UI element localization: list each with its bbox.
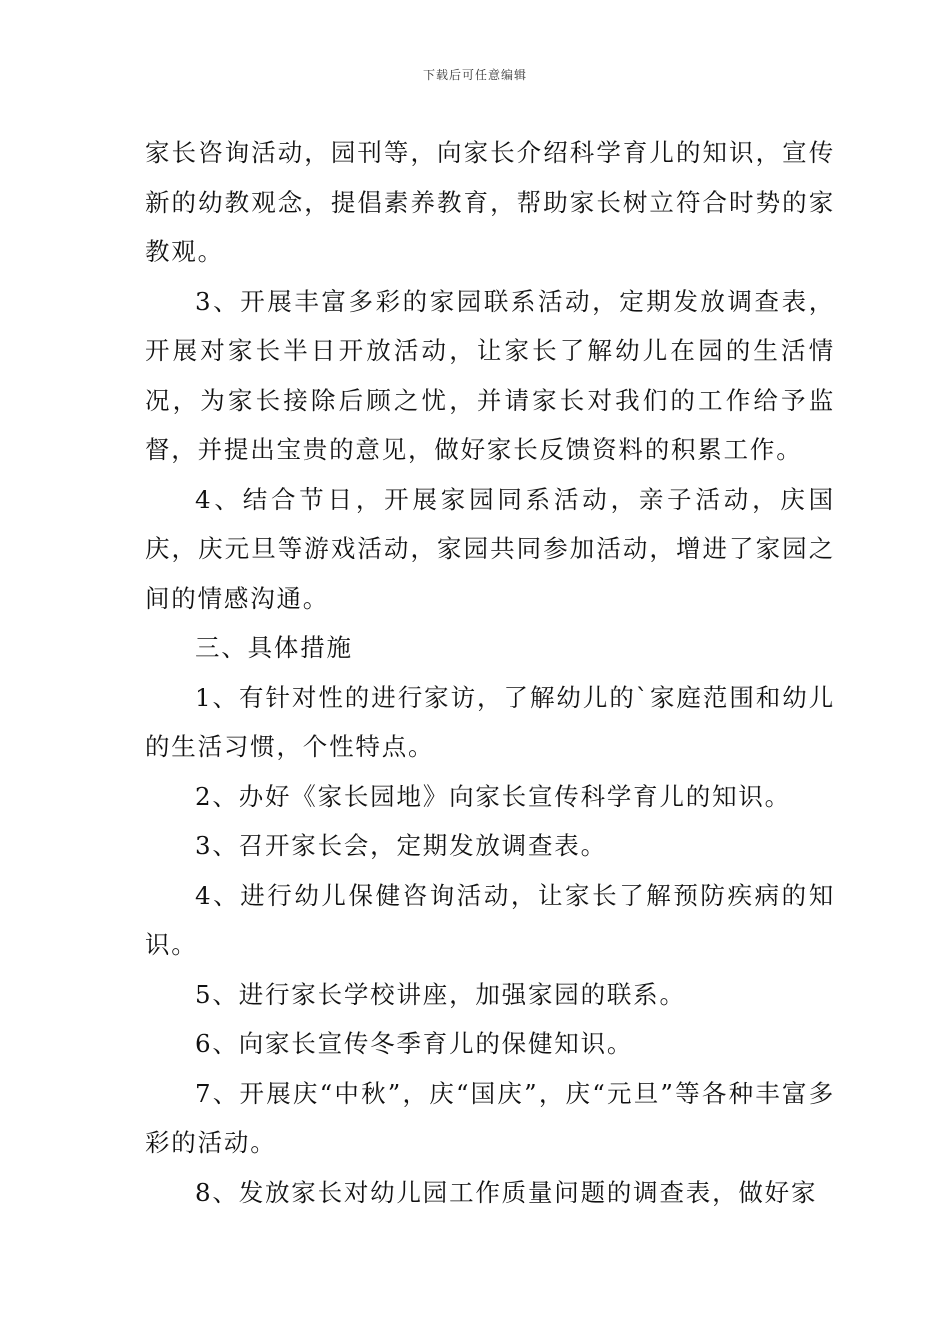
paragraph-item-3: 3、开展丰富多彩的家园联系活动，定期发放调查表，开展对家长半日开放活动，让家长了解幼儿在园的生活情况，为家长接除后顾之忧，并请家长对我们的工作给予监督，并提出宝贵的意见，做好家长反馈资料的积累工作。 xyxy=(145,286,835,464)
measure-item-8: 8、发放家长对幼儿园工作质量问题的调查表，做好家 xyxy=(195,1177,818,1207)
measure-item-5: 5、进行家长学校讲座，加强家园的联系。 xyxy=(195,979,686,1009)
measure-item-4: 4、进行幼儿保健咨询活动，让家长了解预防疾病的知识。 xyxy=(145,880,835,959)
paragraph-intro-continued: 家长咨询活动，园刊等，向家长介绍科学育儿的知识，宣传新的幼教观念，提倡素养教育，帮助家长树立符合时势的家教观。 xyxy=(145,138,835,266)
measure-item-6: 6、向家长宣传冬季育儿的保健知识。 xyxy=(195,1029,634,1058)
paragraph-item-4: 4、结合节日，开展家园同系活动，亲子活动，庆国庆，庆元旦等游戏活动，家园共同参加活动，增进了家园之间的情感沟通。 xyxy=(145,484,835,613)
page-header: 下载后可任意编辑 xyxy=(422,68,527,82)
measure-item-1: 1、有针对性的进行家访，了解幼儿的`家庭范围和幼儿的生活习惯，个性特点。 xyxy=(145,682,835,761)
section-heading-measures: 三、具体措施 xyxy=(195,633,353,662)
measure-item-7: 7、开展庆“中秋”，庆“国庆”，庆“元旦”等各种丰富多彩的活动。 xyxy=(145,1078,835,1157)
measure-item-3: 3、召开家长会，定期发放调查表。 xyxy=(195,831,607,860)
document-body xyxy=(145,128,835,1217)
measure-item-2: 2、办好《家长园地》向家长宣传科学育儿的知识。 xyxy=(195,781,791,811)
